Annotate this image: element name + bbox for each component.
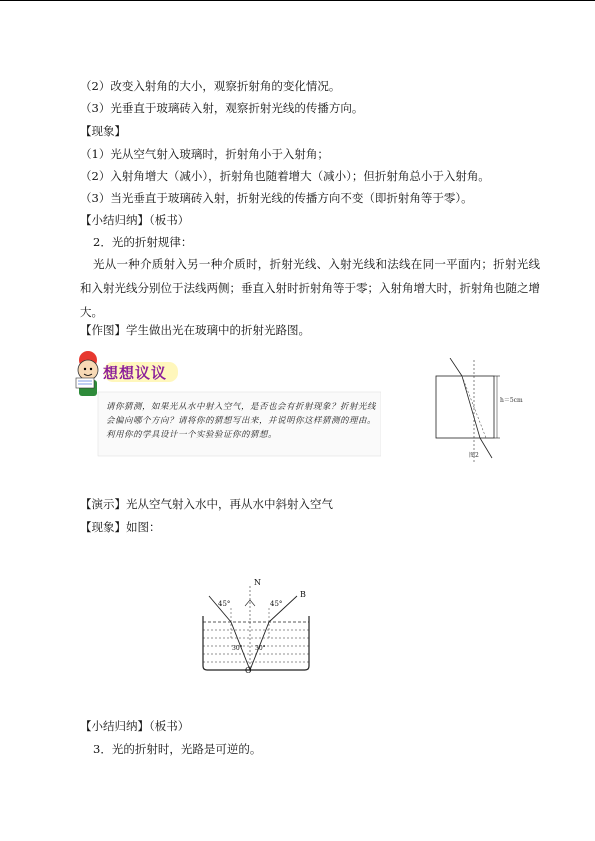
point-label-b: B	[300, 590, 306, 599]
glass-refraction-figure	[430, 358, 548, 462]
phenomenon-3: （3）当光垂直于玻璃砖入射，折射光线的传播方向不变（即折射角等于零）。	[80, 191, 473, 205]
think-discuss-text: 请你猜测，如果光从水中射入空气，是否也会有折射现象？折射光线会偏向哪个方向？请将你的猜想写出来，并说明你这样猜测的理由。利用你的学具设计一个实验验证你的猜想。	[106, 402, 377, 440]
thickness-label: h＝5cm	[500, 397, 523, 404]
angle-right-label: 45°	[270, 600, 283, 608]
step-3-text: （3）光垂直于玻璃砖入射，观察折射光线的传播方向。	[80, 101, 364, 115]
law-heading: 2．光的折射规律：	[93, 235, 193, 249]
point-label-o: O	[245, 666, 252, 675]
think-discuss-figure	[74, 348, 381, 460]
phenomenon-as-figure: 【现象】如图：	[80, 520, 161, 534]
step-2-text: （2）改变入射角的大小，观察折射角的变化情况。	[80, 79, 341, 93]
refraction-law-paragraph: 光从一种介质射入另一种介质时，折射光线、入射光线和法线在同一平面内；折射光线和入射光线分别位于法线两侧；垂直入射时折射角等于零；入射角增大时，折射角也随之增大。	[80, 257, 540, 319]
angle-bottom-left-label: 30°	[232, 645, 243, 652]
phenomenon-heading: 【现象】	[80, 124, 126, 138]
figure-2-label: 图2	[469, 452, 479, 459]
think-discuss-title: 想想议议	[103, 364, 168, 382]
angle-left-label: 45°	[218, 600, 231, 608]
summary-heading-2: 【小结归纳】（板书）	[80, 719, 190, 733]
reversibility-law: 3．光的折射时，光路是可逆的。	[93, 742, 262, 756]
demo-text: 【演示】光从空气射入水中，再从水中斜射入空气	[80, 497, 333, 511]
drawing-task: 【作图】学生做出光在玻璃中的折射光路图。	[80, 323, 310, 337]
normal-label-n: N	[254, 578, 261, 587]
top-rule	[0, 0, 595, 1]
phenomenon-1: （1）光从空气射入玻璃时，折射角小于入射角；	[80, 147, 329, 161]
phenomenon-2: （2）入射角增大（减小），折射角也随着增大（减小）；但折射角总小于入射角。	[80, 169, 490, 183]
angle-bottom-right-label: 30°	[255, 645, 266, 652]
summary-heading: 【小结归纳】（板书）	[80, 213, 190, 227]
